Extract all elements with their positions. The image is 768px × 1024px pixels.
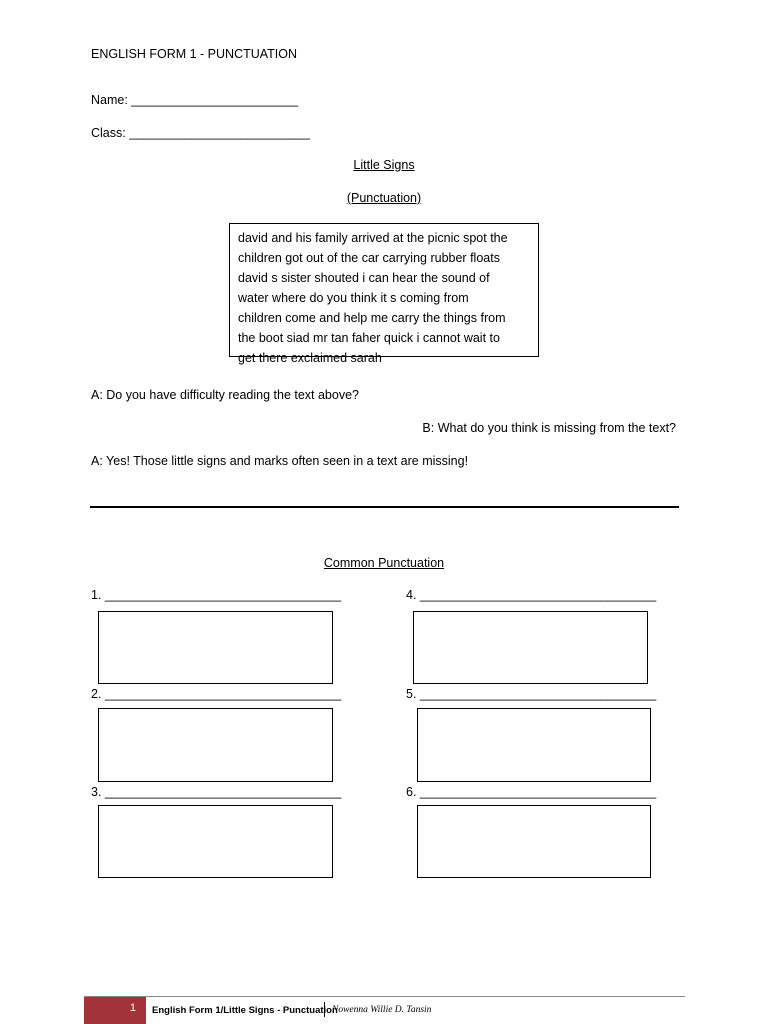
item-label-3: 3. __________________________________ <box>91 785 342 799</box>
answer-box-1 <box>98 611 333 684</box>
footer-title: English Form 1/Little Signs - Punctuation <box>152 1005 338 1016</box>
answer-box-5 <box>417 708 651 782</box>
dialogue-a1: A: Do you have difficulty reading the text above? <box>91 388 359 402</box>
section-title: Little Signs <box>353 158 415 172</box>
answer-box-3 <box>98 805 333 878</box>
passage-line: the boot siad mr tan faher quick i cannot wait to <box>238 331 500 345</box>
item-label-6: 6. __________________________________ <box>406 785 657 799</box>
answer-box-4 <box>413 611 648 684</box>
item-label-2: 2. __________________________________ <box>91 687 342 701</box>
common-punctuation-title: Common Punctuation <box>323 556 445 570</box>
document-title: ENGLISH FORM 1 - PUNCTUATION <box>91 47 298 61</box>
page-number: 1 <box>84 997 146 1024</box>
section-subtitle: (Punctuation) <box>346 191 422 205</box>
item-label-5: 5. __________________________________ <box>406 687 657 701</box>
passage-box <box>229 223 539 365</box>
passage-line: children got out of the car carrying rubber floats <box>238 251 500 265</box>
answer-box-6 <box>417 805 651 878</box>
item-label-1: 1. __________________________________ <box>91 588 342 602</box>
horizontal-rule <box>90 506 679 508</box>
answer-box-2 <box>98 708 333 782</box>
dialogue-a2: A: Yes! Those little signs and marks often seen in a text are missing! <box>91 454 469 468</box>
class-field: Class: __________________________ <box>91 126 310 140</box>
passage-line: david s sister shouted i can hear the sound of <box>238 271 490 285</box>
name-field: Name: ________________________ <box>91 93 299 107</box>
footer-rule <box>84 996 685 997</box>
footer-separator <box>324 1002 325 1017</box>
passage-line: water where do you think it s coming from <box>238 291 469 305</box>
footer-author: Nowenna Willie D. Tansin <box>332 1005 432 1015</box>
item-label-4: 4. __________________________________ <box>406 588 657 602</box>
passage-line: get there exclaimed sarah <box>238 351 382 365</box>
dialogue-b1: B: What do you think is missing from the text? <box>422 421 676 435</box>
passage-line: children come and help me carry the things from <box>238 311 506 325</box>
passage-line: david and his family arrived at the picnic spot the <box>238 231 508 245</box>
